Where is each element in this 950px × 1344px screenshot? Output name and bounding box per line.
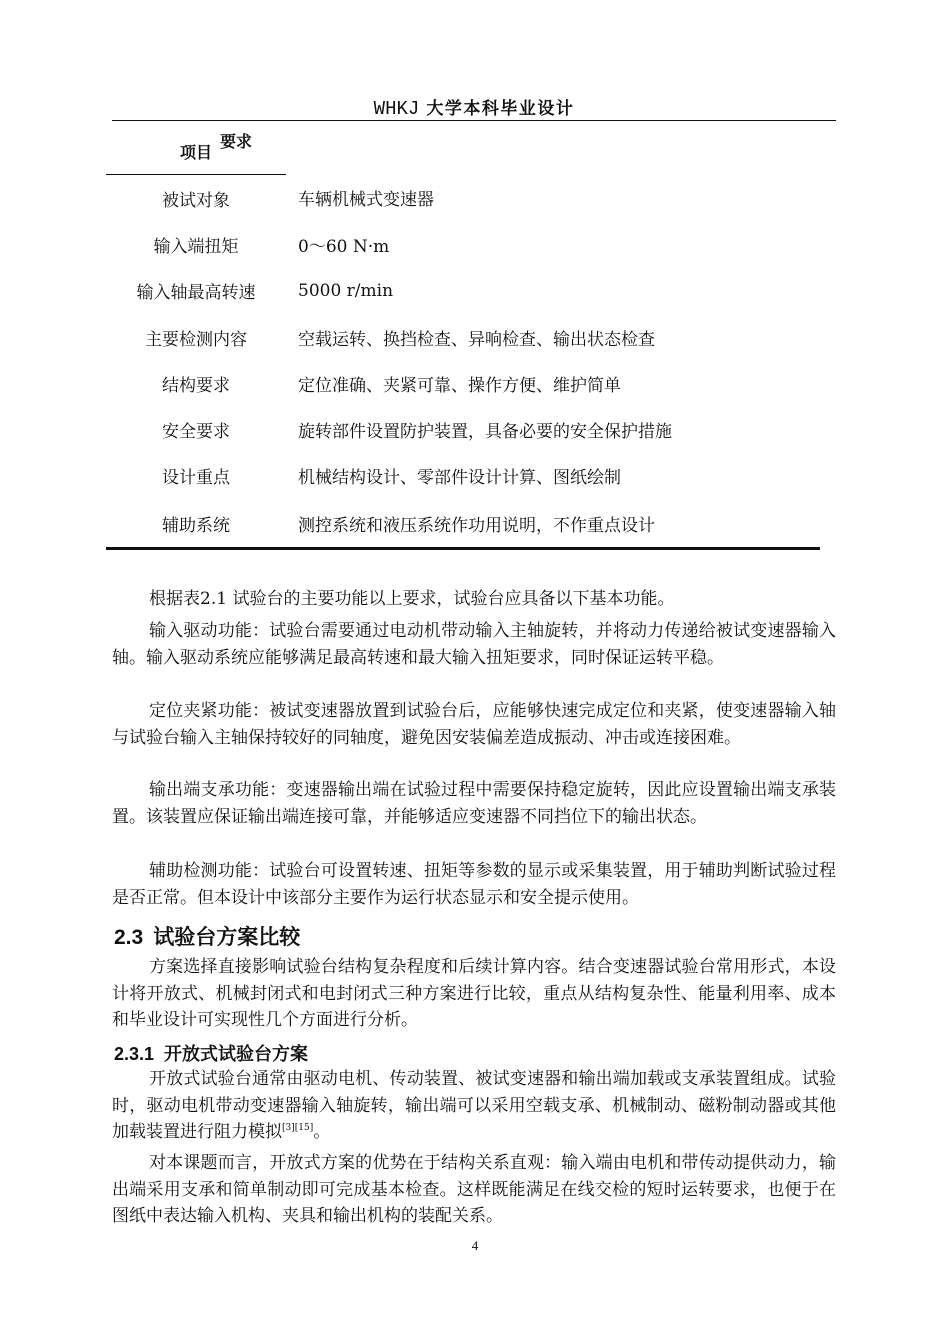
paragraph-end: 。	[313, 1122, 331, 1142]
header-rule	[112, 120, 836, 121]
table-row	[106, 175, 820, 222]
table-cell-item: 设计重点	[162, 468, 230, 489]
table-cell-requirement: 定位准确、夹紧可靠、操作方便、维护简单	[298, 375, 621, 396]
body-paragraph: 定位夹紧功能：被试变速器放置到试验台后，应能够快速完成定位和夹紧，使变速器输入轴与试验台输入主轴保持较好的同轴度，避免因安装偏差造成振动、冲击或连接困难。	[112, 701, 836, 748]
table-header-row	[106, 129, 820, 175]
table-row	[106, 314, 820, 360]
table-row	[106, 499, 820, 549]
table-cell-requirement: 机械结构设计、零部件设计计算、图纸绘制	[298, 468, 621, 489]
table-cell-item: 辅助系统	[106, 499, 286, 549]
section-number: 2.3	[114, 926, 144, 949]
table-cell-requirement: 0～60 N·m	[298, 236, 390, 257]
subsection-heading	[114, 1040, 308, 1066]
section-title: 试验台方案比较	[153, 925, 301, 949]
citation: [3][15]	[282, 1123, 314, 1133]
table-header-item: 项目	[106, 129, 286, 175]
table-cell-item: 输入轴最高转速	[136, 283, 256, 304]
table-row	[106, 360, 820, 406]
table-row	[106, 221, 820, 267]
table-row	[106, 406, 820, 452]
table-cell-requirement: 空载运转、换挡检查、异响检查、输出状态检查	[298, 329, 655, 350]
requirements-table	[106, 129, 820, 550]
table-cell-item: 被试对象	[162, 190, 230, 211]
table-cell-requirement: 测控系统和液压系统作功用说明，不作重点设计	[286, 499, 820, 549]
body-paragraph: 输出端支承功能：变速器输出端在试验过程中需要保持稳定旋转，因此应设置输出端支承装置。该装置应保证输出端连接可靠，并能够适应变速器不同挡位下的输出状态。	[112, 780, 836, 827]
subsection-number: 2.3.1	[114, 1044, 155, 1064]
table-cell-item: 输入端扭矩	[153, 236, 239, 257]
table-cell-item: 安全要求	[162, 422, 230, 443]
page-number: 4	[471, 1238, 479, 1253]
table-header-requirement: 要求	[220, 129, 262, 175]
section-heading	[114, 921, 300, 951]
header-title: 大学本科毕业设计	[426, 99, 575, 119]
header-school-code: WHKJ	[373, 98, 420, 120]
paragraph-text: 开放式试验台通常由驱动电机、传动装置、被试变速器和输出端加载或支承装置组成。试验时，驱动电机带动变速器输入轴旋转，输出端可以采用空载支承、机械制动、磁粉制动器或其他加载装置进行阻力模拟	[112, 1069, 836, 1142]
body-paragraph: 辅助检测功能：试验台可设置转速、扭矩等参数的显示或采集装置，用于辅助判断试验过程是否正常。但本设计中该部分主要作为运行状态显示和安全提示使用。	[112, 861, 836, 908]
page-header	[110, 94, 838, 120]
subsection-title: 开放式试验台方案	[164, 1044, 309, 1065]
table-cell-requirement: 5000 r/min	[298, 280, 394, 301]
body-paragraph: 方案选择直接影响试验台结构复杂程度和后续计算内容。结合变速器试验台常用形式，本设计将开放式、机械封闭式和电封闭式三种方案进行比较，重点从结构复杂性、能量利用率、成本和毕业设计可实现性几个方面进行分析。	[112, 957, 836, 1030]
table-cell-requirement: 旋转部件设置防护装置，具备必要的安全保护措施	[298, 422, 672, 443]
body-paragraph: 输入驱动功能：试验台需要通过电动机带动输入主轴旋转，并将动力传递给被试变速器输入轴。输入驱动系统应能够满足最高转速和最大输入扭矩要求，同时保证运转平稳。	[112, 621, 836, 668]
table-cell-item: 主要检测内容	[145, 329, 247, 350]
body-paragraph: 根据表2.1 试验台的主要功能以上要求，试验台应具备以下基本功能。	[149, 589, 675, 609]
table-row	[106, 453, 820, 499]
table-cell-requirement: 车辆机械式变速器	[298, 190, 434, 211]
body-paragraph: 对本课题而言，开放式方案的优势在于结构关系直观：输入端由电机和带传动提供动力，输出端采用支承和简单制动即可完成基本检查。这样既能满足在线交检的短时运转要求，也便于在图纸中表达输入机构、夹具和输出机构的装配关系。	[112, 1153, 836, 1226]
body-paragraph	[112, 1066, 836, 1146]
table-cell-item: 结构要求	[162, 375, 230, 396]
table-row	[106, 268, 820, 314]
